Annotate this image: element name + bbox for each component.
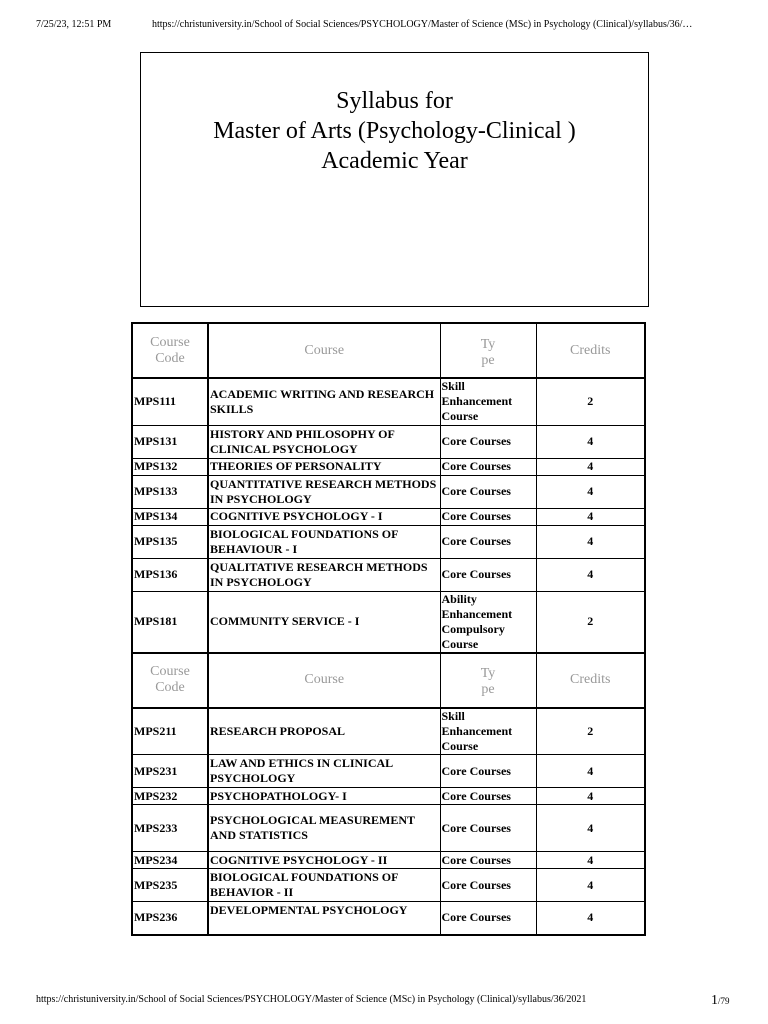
course-code: MPS233 xyxy=(132,805,208,852)
course-code: MPS136 xyxy=(132,558,208,591)
table-row xyxy=(132,805,645,852)
table-row xyxy=(132,852,645,869)
course-code: MPS231 xyxy=(132,755,208,788)
course-type: Core Courses xyxy=(440,525,536,558)
table-row xyxy=(132,475,645,508)
course-type: Core Courses xyxy=(440,788,536,805)
course-type: Core Courses xyxy=(440,458,536,475)
course-title: COMMUNITY SERVICE - I xyxy=(208,591,440,653)
course-type: Core Courses xyxy=(440,425,536,458)
course-code: MPS234 xyxy=(132,852,208,869)
course-title: ACADEMIC WRITING AND RESEARCH SKILLS xyxy=(208,378,440,425)
header-course: Course xyxy=(208,653,440,708)
print-footer-url: https://christuniversity.in/School of Social Sciences/PSYCHOLOGY/Master of Science (MSc) in Psychology (Clinical)/syllabus/36/2021 xyxy=(36,994,587,1005)
course-code: MPS135 xyxy=(132,525,208,558)
course-credits: 4 xyxy=(536,425,645,458)
table-row xyxy=(132,902,645,935)
course-type: Skill Enhancement Course xyxy=(440,378,536,425)
course-credits: 2 xyxy=(536,708,645,755)
course-title: THEORIES OF PERSONALITY xyxy=(208,458,440,475)
table-row xyxy=(132,425,645,458)
header-type: Ty pe xyxy=(440,653,536,708)
title-line-2: Master of Arts (Psychology-Clinical ) xyxy=(213,118,576,144)
course-credits: 2 xyxy=(536,591,645,653)
header-credits: Credits xyxy=(536,653,645,708)
course-code: MPS235 xyxy=(132,869,208,902)
table-row xyxy=(132,458,645,475)
syllabus-table xyxy=(131,322,646,936)
table-row xyxy=(132,525,645,558)
course-credits: 4 xyxy=(536,852,645,869)
table-row xyxy=(132,591,645,653)
course-credits: 4 xyxy=(536,788,645,805)
course-credits: 4 xyxy=(536,902,645,935)
header-course-code: Course Code xyxy=(132,653,208,708)
header-credits: Credits xyxy=(536,323,645,378)
table-row xyxy=(132,869,645,902)
course-type: Core Courses xyxy=(440,869,536,902)
course-title: PSYCHOPATHOLOGY- I xyxy=(208,788,440,805)
course-credits: 4 xyxy=(536,458,645,475)
course-credits: 4 xyxy=(536,558,645,591)
table-header-row xyxy=(132,323,645,378)
course-title: LAW AND ETHICS IN CLINICAL PSYCHOLOGY xyxy=(208,755,440,788)
course-type: Core Courses xyxy=(440,508,536,525)
course-type: Ability Enhancement Compulsory Course xyxy=(440,591,536,653)
table-row xyxy=(132,755,645,788)
course-credits: 4 xyxy=(536,525,645,558)
course-code: MPS211 xyxy=(132,708,208,755)
course-credits: 4 xyxy=(536,869,645,902)
course-title: PSYCHOLOGICAL MEASUREMENT AND STATISTICS xyxy=(208,805,440,852)
course-title: QUANTITATIVE RESEARCH METHODS IN PSYCHOLOGY xyxy=(208,475,440,508)
course-credits: 4 xyxy=(536,755,645,788)
course-title: HISTORY AND PHILOSOPHY OF CLINICAL PSYCHOLOGY xyxy=(208,425,440,458)
course-type: Core Courses xyxy=(440,805,536,852)
table-row xyxy=(132,558,645,591)
course-code: MPS131 xyxy=(132,425,208,458)
table-header-row xyxy=(132,653,645,708)
table-row xyxy=(132,508,645,525)
course-title: BIOLOGICAL FOUNDATIONS OF BEHAVIOR - II xyxy=(208,869,440,902)
course-title: COGNITIVE PSYCHOLOGY - I xyxy=(208,508,440,525)
course-code: MPS236 xyxy=(132,902,208,935)
print-header-url: https://christuniversity.in/School of Social Sciences/PSYCHOLOGY/Master of Science (MSc) in Psychology (Clinical)/syllabus/36/… xyxy=(152,19,693,30)
course-code: MPS133 xyxy=(132,475,208,508)
course-type: Core Courses xyxy=(440,852,536,869)
title-line-3: Academic Year xyxy=(321,148,468,174)
table-row xyxy=(132,708,645,755)
title-box xyxy=(140,52,649,307)
table-row xyxy=(132,378,645,425)
print-datetime: 7/25/23, 12:51 PM xyxy=(36,19,112,30)
course-code: MPS232 xyxy=(132,788,208,805)
header-course: Course xyxy=(208,323,440,378)
course-type: Core Courses xyxy=(440,558,536,591)
header-type: Ty pe xyxy=(440,323,536,378)
course-title: DEVELOPMENTAL PSYCHOLOGY xyxy=(208,902,440,935)
course-type: Core Courses xyxy=(440,902,536,935)
header-course-code: Course Code xyxy=(132,323,208,378)
course-code: MPS134 xyxy=(132,508,208,525)
course-credits: 2 xyxy=(536,378,645,425)
course-code: MPS132 xyxy=(132,458,208,475)
course-code: MPS181 xyxy=(132,591,208,653)
course-title: QUALITATIVE RESEARCH METHODS IN PSYCHOLOGY xyxy=(208,558,440,591)
course-title: COGNITIVE PSYCHOLOGY - II xyxy=(208,852,440,869)
page-number: 1/79 xyxy=(711,993,730,1008)
course-type: Core Courses xyxy=(440,755,536,788)
course-credits: 4 xyxy=(536,475,645,508)
table-row xyxy=(132,788,645,805)
course-title: RESEARCH PROPOSAL xyxy=(208,708,440,755)
course-title: BIOLOGICAL FOUNDATIONS OF BEHAVIOUR - I xyxy=(208,525,440,558)
course-code: MPS111 xyxy=(132,378,208,425)
title-line-1: Syllabus for xyxy=(336,88,453,114)
course-credits: 4 xyxy=(536,805,645,852)
course-type: Skill Enhancement Course xyxy=(440,708,536,755)
course-type: Core Courses xyxy=(440,475,536,508)
course-credits: 4 xyxy=(536,508,645,525)
